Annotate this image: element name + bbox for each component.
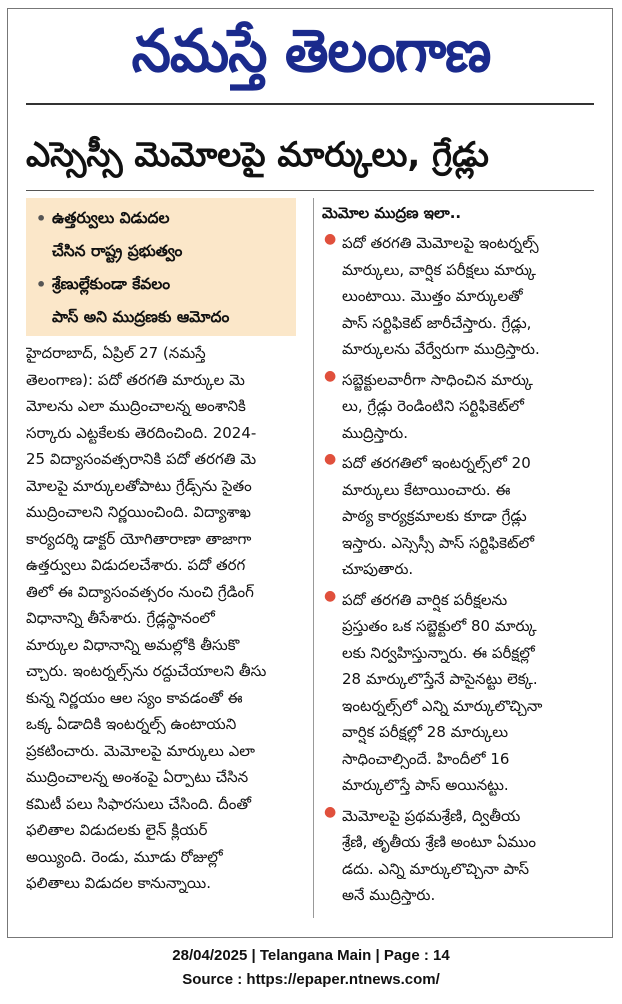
memo-section-heading: మెమోల ముద్రణ ఇలా.. [322,204,462,222]
highlight-line: పాస్ అని ముద్రణకు ఆమోదం [52,308,230,326]
memo-line: డదు. ఎన్ని మార్కులొచ్చినా పాస్ [342,859,530,878]
article-line: ఫలితాల విడుదలకు లైన్ క్లియర్ [26,821,208,839]
bullet-icon: ● [324,451,337,467]
masthead-logo: నమస్తే తెలంగాణ [131,17,491,86]
memo-line: పాఠ్య కార్యక్రమాలకు కూడా గ్రేడ్లు [342,507,527,525]
article-line: 25 విద్యాసంవత్సరానికి పదో తరగతి మె [26,450,257,468]
article-line: తిలో ఈ విద్యాసంవత్సరం నుంచి గ్రేడింగ్ [26,582,254,601]
article-line: మోలను ఎలా ముద్రించాలన్న అంశానికి [26,397,246,415]
article-line: హైదరాబాద్, ఏప్రిల్ 27 (నమస్తే [26,344,206,362]
memo-item [322,803,612,909]
headline: ఎస్సెస్సీ మెమోలపై మార్కులు, గ్రేడ్లు [26,135,489,175]
memo-line: లకు నిర్వహిస్తున్నారు. ఈ పరీక్షల్లో [342,643,535,662]
article-line: తెలంగాణ): పదో తరగతి మార్కుల మె [26,370,245,389]
article-line: కున్న నిర్ణయం ఆల స్యం కావడంతో ఈ [26,688,243,707]
article-line: చ్చారు. ఇంటర్నల్స్‌ను రద్దుచేయాలని తీసు [26,662,267,680]
memo-line: లు, గ్రేడ్లు రెండింటిని సర్టిఫికెట్‌లో [342,397,524,415]
article-line: ముద్రించాలన్న అంశంపై ఏర్పాటు చేసిన [26,768,249,786]
article-line: ముద్రించాలని నిర్ణయించింది. విద్యాశాఖ [26,503,251,521]
memo-item [322,367,612,447]
memo-item [322,230,612,363]
bullet-icon: ● [324,587,337,604]
article-line: విధానాన్ని తీసేశారు. గ్రేడ్లస్థానంలో [26,609,215,627]
bullet-icon: ● [324,803,337,820]
bullet-icon: • [36,275,47,294]
memo-line: మెమోలపై ప్రథమశ్రేణి, ద్వితీయ [342,806,521,825]
memo-line: ఇస్తారు. ఎస్సెస్సీ పాస్ సర్టిఫికెట్‌లో [342,533,535,552]
memo-line: శ్రేణి, తృతీయ శ్రేణి అంటూ ఏముం [342,833,537,851]
memo-line: మార్కులు, వార్షిక పరీక్షలు మార్కు [342,260,536,279]
footer-edition-info: 28/04/2025 | Telangana Main | Page : 14 [172,947,450,964]
memo-line: 28 మార్కులొస్తేనే పాసైనట్టు లెక్క. [342,670,538,688]
article-line: కార్యదర్శి డాక్టర్ యోగితారాణా తాజాగా [26,529,252,548]
memo-line: అనే ముద్రిస్తారు. [342,886,436,904]
article-line: అయ్యింది. రెండు, మూడు రోజుల్లో [26,847,223,866]
memo-line: ముద్రిస్తారు. [342,423,408,442]
highlight-line: ఉత్తర్వులు విడుదల [52,209,170,227]
masthead-rule [26,103,594,105]
footer-source: Source : https://epaper.ntnews.com/ [182,971,440,988]
highlight-line: చేసిన రాష్ట్ర ప్రభుత్వం [52,242,183,260]
article-line: మార్కుల విధానాన్ని అమల్లోకి తీసుకొ [26,635,240,654]
highlight-item [34,268,288,334]
memo-line: మార్కులొస్తే పాస్ అయినట్టు. [342,776,509,794]
article-line: కమిటీ పలు సిఫారసులు చేసింది. దీంతో [26,794,252,813]
memo-line: మార్కులు కేటాయించారు. ఈ [342,480,511,499]
article-line: ఫలితాలు విడుదల కానున్నాయి. [26,874,211,892]
column-divider [313,198,314,918]
memo-line: లుంటాయి. మొత్తం మార్కులతో [342,287,523,305]
memo-item [322,450,612,583]
memo-line: వార్షిక పరీక్షల్లో 28 మార్కులు [342,723,509,741]
article-line: మోలపై మార్కులతోపాటు గ్రేడ్స్‌ను సైతం [26,476,252,495]
memo-line: పదో తరగతిలో ఇంటర్నల్స్‌లో 20 [342,454,531,472]
highlight-line: శ్రేణుల్లేకుండా కేవలం [52,275,171,293]
memo-line: ప్రస్తుతం ఒక సబ్జెక్టులో 80 మార్కు [342,617,537,635]
masthead [0,12,622,92]
headline-rule [26,190,594,191]
bullet-icon: • [36,209,47,228]
memo-line: పదో తరగతి వార్షిక పరీక్షలను [342,590,508,609]
memo-line: పాస్ సర్టిఫికెట్ జారీచేస్తారు. గ్రేడ్లు, [342,313,532,332]
highlight-box [26,198,296,336]
article-line: ఒక్క ఏడాదికి ఇంటర్నల్స్ ఉంటాయని [26,715,237,733]
article-line: సర్కారు ఎట్టకేలకు తెరదించింది. 2024- [26,423,257,442]
memo-line: సాధించాల్సిందే. హిందీలో 16 [342,749,510,768]
article-body [26,340,306,897]
article-line: ప్రకటించారు. మెమోలపై మార్కులు ఎలా [26,741,255,760]
article-paragraph [26,340,306,897]
memo-item [322,587,612,799]
memo-section [322,200,612,913]
highlight-item [34,202,288,268]
page-footer [0,944,622,992]
article-line: ఉత్తర్వులు విడుదలచేశారు. పదో తరగ [26,556,246,574]
memo-line: సబ్జెక్టులవారీగా సాధించిన మార్కు [342,370,533,389]
bullet-icon: ● [324,367,337,384]
bullet-icon: ● [324,231,337,247]
memo-line: చూపుతారు. [342,560,414,578]
memo-line: మార్కులను వేర్వేరుగా ముద్రిస్తారు. [342,340,540,358]
memo-line: ఇంటర్నల్స్‌లో ఎన్ని మార్కులొచ్చినా [342,696,543,715]
memo-line: పదో తరగతి మెమోలపై ఇంటర్నల్స్ [342,234,539,252]
